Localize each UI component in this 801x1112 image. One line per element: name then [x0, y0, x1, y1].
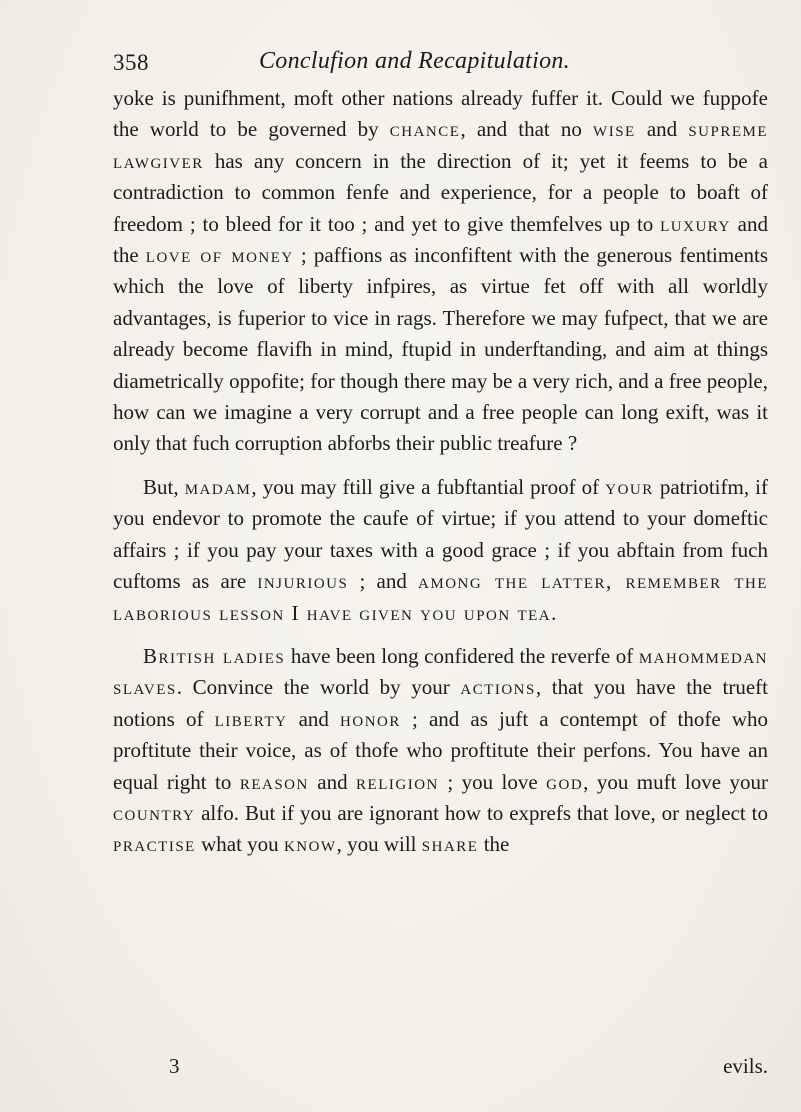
small-caps-text: know: [283, 832, 337, 857]
small-caps-text: British ladies: [143, 643, 286, 668]
text-run: the: [478, 832, 510, 857]
small-caps-text: luxury: [660, 211, 731, 236]
text-run: ; and: [348, 569, 419, 594]
text-run: has any concern in the direction of it; yet it feems to be a contradiction to common fenfe and experience, for a people to boaft of freedom ; to bleed for it too ; and yet to give themfelves up to: [113, 148, 768, 236]
small-caps-text: actions: [460, 675, 536, 700]
small-caps-text: reason: [239, 769, 309, 794]
small-caps-text: supreme lawgiver: [113, 117, 768, 173]
small-caps-text: practise: [113, 832, 196, 857]
small-caps-text: god: [546, 769, 584, 794]
small-caps-text: love of money: [145, 243, 294, 268]
small-caps-text: honor: [340, 706, 401, 731]
text-run: and: [287, 706, 341, 731]
small-caps-text: liberty: [214, 706, 288, 731]
text-run: and: [635, 117, 689, 142]
small-caps-text: injurious: [257, 569, 349, 594]
small-caps-text: chance: [389, 117, 461, 142]
text-run: , you will: [336, 832, 422, 857]
small-caps-text: wise: [593, 117, 636, 142]
body-text: [113, 83, 768, 861]
small-caps-text: madam: [184, 474, 252, 499]
text-run: ; paffions as inconfiftent with the generous fentiments which the love of liberty infpires, as virtue fet off with all worldly advantages, is fuperior to vice in rags. Therefore we may fufpect, that we are already become flavifh in mind, ftupid in underftanding, and aim at things diametrically oppofite; for though there may be a very rich, and a free people, how can we imagine a very corrupt and a free people can long exift, was it only that fuch corruption abforbs their public treafure ?: [113, 243, 768, 456]
text-run: But,: [143, 474, 185, 499]
small-caps-text: among the latter, remember the laborious lesson I have given you upon tea.: [113, 569, 768, 625]
page-header: [113, 50, 768, 84]
text-run: yoke is punifhment, moft other nations already fuffer it. Could we fuppofe the world to be governed by: [113, 86, 768, 142]
paragraph: [113, 641, 768, 861]
small-caps-text: your: [605, 474, 654, 499]
text-run: patriotifm, if you endevor to promote the caufe of virtue; if you attend to your domeftic affairs ; if you pay your taxes with a good grace ; if you abftain from fuch cuftoms as are: [113, 474, 768, 594]
text-run: ; and as juft a contempt of thofe who proftitute their voice, as of thofe who proftitute their perfons. You have an equal right to: [113, 706, 768, 794]
small-caps-text: religion: [356, 769, 439, 794]
text-run: , you may ftill give a fubftantial proof of: [251, 474, 606, 499]
small-caps-text: share: [421, 832, 479, 857]
text-run: , that you have the trueft notions of: [113, 675, 768, 731]
text-run: and the: [113, 211, 768, 268]
paragraph: [113, 83, 768, 460]
page-number: 358: [113, 50, 149, 75]
text-run: have been long confidered the reverfe of: [285, 643, 639, 668]
text-run: what you: [195, 832, 284, 857]
catchword: evils.: [723, 1054, 768, 1078]
text-run: and: [308, 769, 357, 794]
page-footer: [113, 1054, 768, 1082]
text-run: , and that no: [460, 117, 594, 142]
text-run: alfo. But if you are ignorant how to exprefs that love, or neglect to: [195, 800, 768, 825]
text-run: . Convince the world by your: [176, 675, 461, 700]
running-head: Conclufion and Recapitulation.: [259, 48, 570, 74]
text-run: ; you love: [438, 769, 547, 794]
signature-mark: 3: [169, 1054, 180, 1078]
paragraph: [113, 472, 768, 629]
text-run: , you muft love your: [583, 769, 768, 794]
small-caps-text: mahommedan slaves: [113, 643, 768, 700]
small-caps-text: country: [113, 800, 196, 825]
